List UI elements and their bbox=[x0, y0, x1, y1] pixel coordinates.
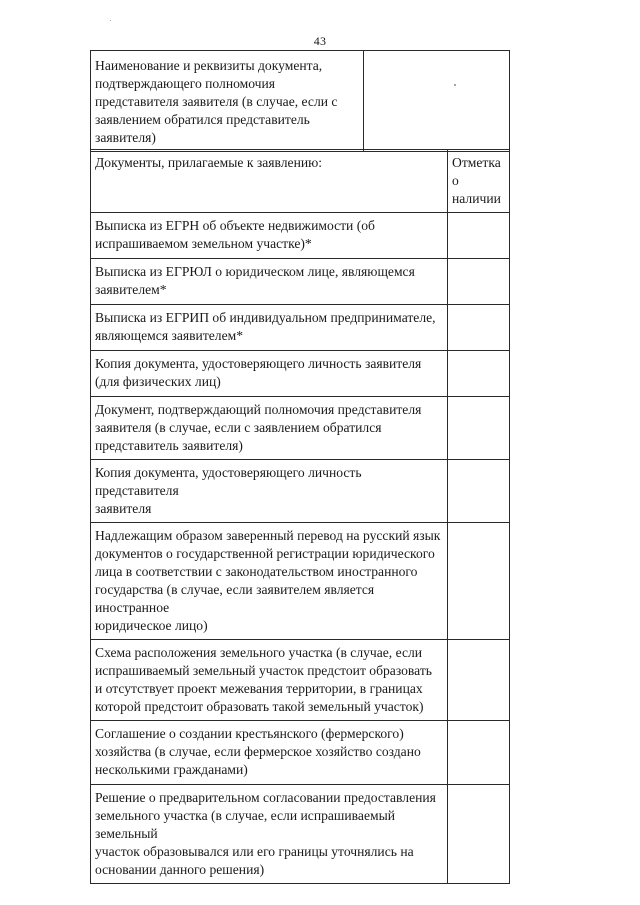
application-attachments-table bbox=[90, 50, 510, 152]
scan-speck bbox=[454, 84, 456, 86]
attachments-header-label: Документы, прилагаемые к заявлению: bbox=[91, 150, 448, 213]
attachment-mark-cell[interactable] bbox=[448, 351, 510, 397]
representative-docs-value[interactable] bbox=[364, 51, 510, 152]
attachments-header-mark: Отметка о наличии bbox=[448, 150, 510, 213]
attachment-mark-cell[interactable] bbox=[448, 460, 510, 523]
page-number: 43 bbox=[313, 34, 327, 48]
attachment-row bbox=[91, 640, 510, 721]
attachment-label: Соглашение о создании крестьянского (фермерского) хозяйства (в случае, если фермерское хозяйство создано несколькими гражданами) bbox=[91, 721, 448, 785]
attachment-label: Решение о предварительном согласовании предоставления земельного участка (в случае, если испрашиваемый земельный участок образовывался или его границы уточнялись на основании данного решения) bbox=[91, 785, 448, 884]
attachment-row bbox=[91, 397, 510, 460]
attachment-row bbox=[91, 721, 510, 785]
attachment-mark-cell[interactable] bbox=[448, 785, 510, 884]
attachment-row bbox=[91, 460, 510, 523]
attachment-label: Надлежащим образом заверенный перевод на русский язык документов о государственной регистрации юридического лица в соответствии с законодательством иностранного государства (в случае, если заявителем является иностранное юридическое лицо) bbox=[91, 523, 448, 640]
attachment-row bbox=[91, 785, 510, 884]
attachment-mark-cell[interactable] bbox=[448, 721, 510, 785]
attachment-mark-cell[interactable] bbox=[448, 397, 510, 460]
attachment-row bbox=[91, 259, 510, 305]
attachment-mark-cell[interactable] bbox=[448, 305, 510, 351]
representative-docs-label: Наименование и реквизиты документа, подтверждающего полномочия представителя заявителя (в случае, если с заявлением обратился представитель заявителя) bbox=[91, 51, 364, 152]
attachments-header-row bbox=[91, 150, 510, 213]
attachment-label: Копия документа, удостоверяющего личность заявителя (для физических лиц) bbox=[91, 351, 448, 397]
attachment-row bbox=[91, 351, 510, 397]
attachment-label: Выписка из ЕГРЮЛ о юридическом лице, являющемся заявителем* bbox=[91, 259, 448, 305]
attachment-label: Копия документа, удостоверяющего личность представителя заявителя bbox=[91, 460, 448, 523]
attachment-label: Документ, подтверждающий полномочия представителя заявителя (в случае, если с заявлением обратился представитель заявителя) bbox=[91, 397, 448, 460]
attachment-mark-cell[interactable] bbox=[448, 259, 510, 305]
attachment-mark-cell[interactable] bbox=[448, 640, 510, 721]
attachment-mark-cell[interactable] bbox=[448, 523, 510, 640]
scan-speck bbox=[110, 20, 111, 21]
attachment-row bbox=[91, 305, 510, 351]
attachment-mark-cell[interactable] bbox=[448, 213, 510, 259]
attachment-label: Выписка из ЕГРН об объекте недвижимости (об испрашиваемом земельном участке)* bbox=[91, 213, 448, 259]
attachments-table bbox=[90, 149, 510, 884]
attachment-row bbox=[91, 523, 510, 640]
representative-docs-row bbox=[91, 51, 510, 152]
attachment-row bbox=[91, 213, 510, 259]
attachment-label: Схема расположения земельного участка (в случае, если испрашиваемый земельный участок предстоит образовать и отсутствует проект межевания территории, в границах которой предстоит образовать такой земельный участок) bbox=[91, 640, 448, 721]
attachment-label: Выписка из ЕГРИП об индивидуальном предпринимателе, являющемся заявителем* bbox=[91, 305, 448, 351]
